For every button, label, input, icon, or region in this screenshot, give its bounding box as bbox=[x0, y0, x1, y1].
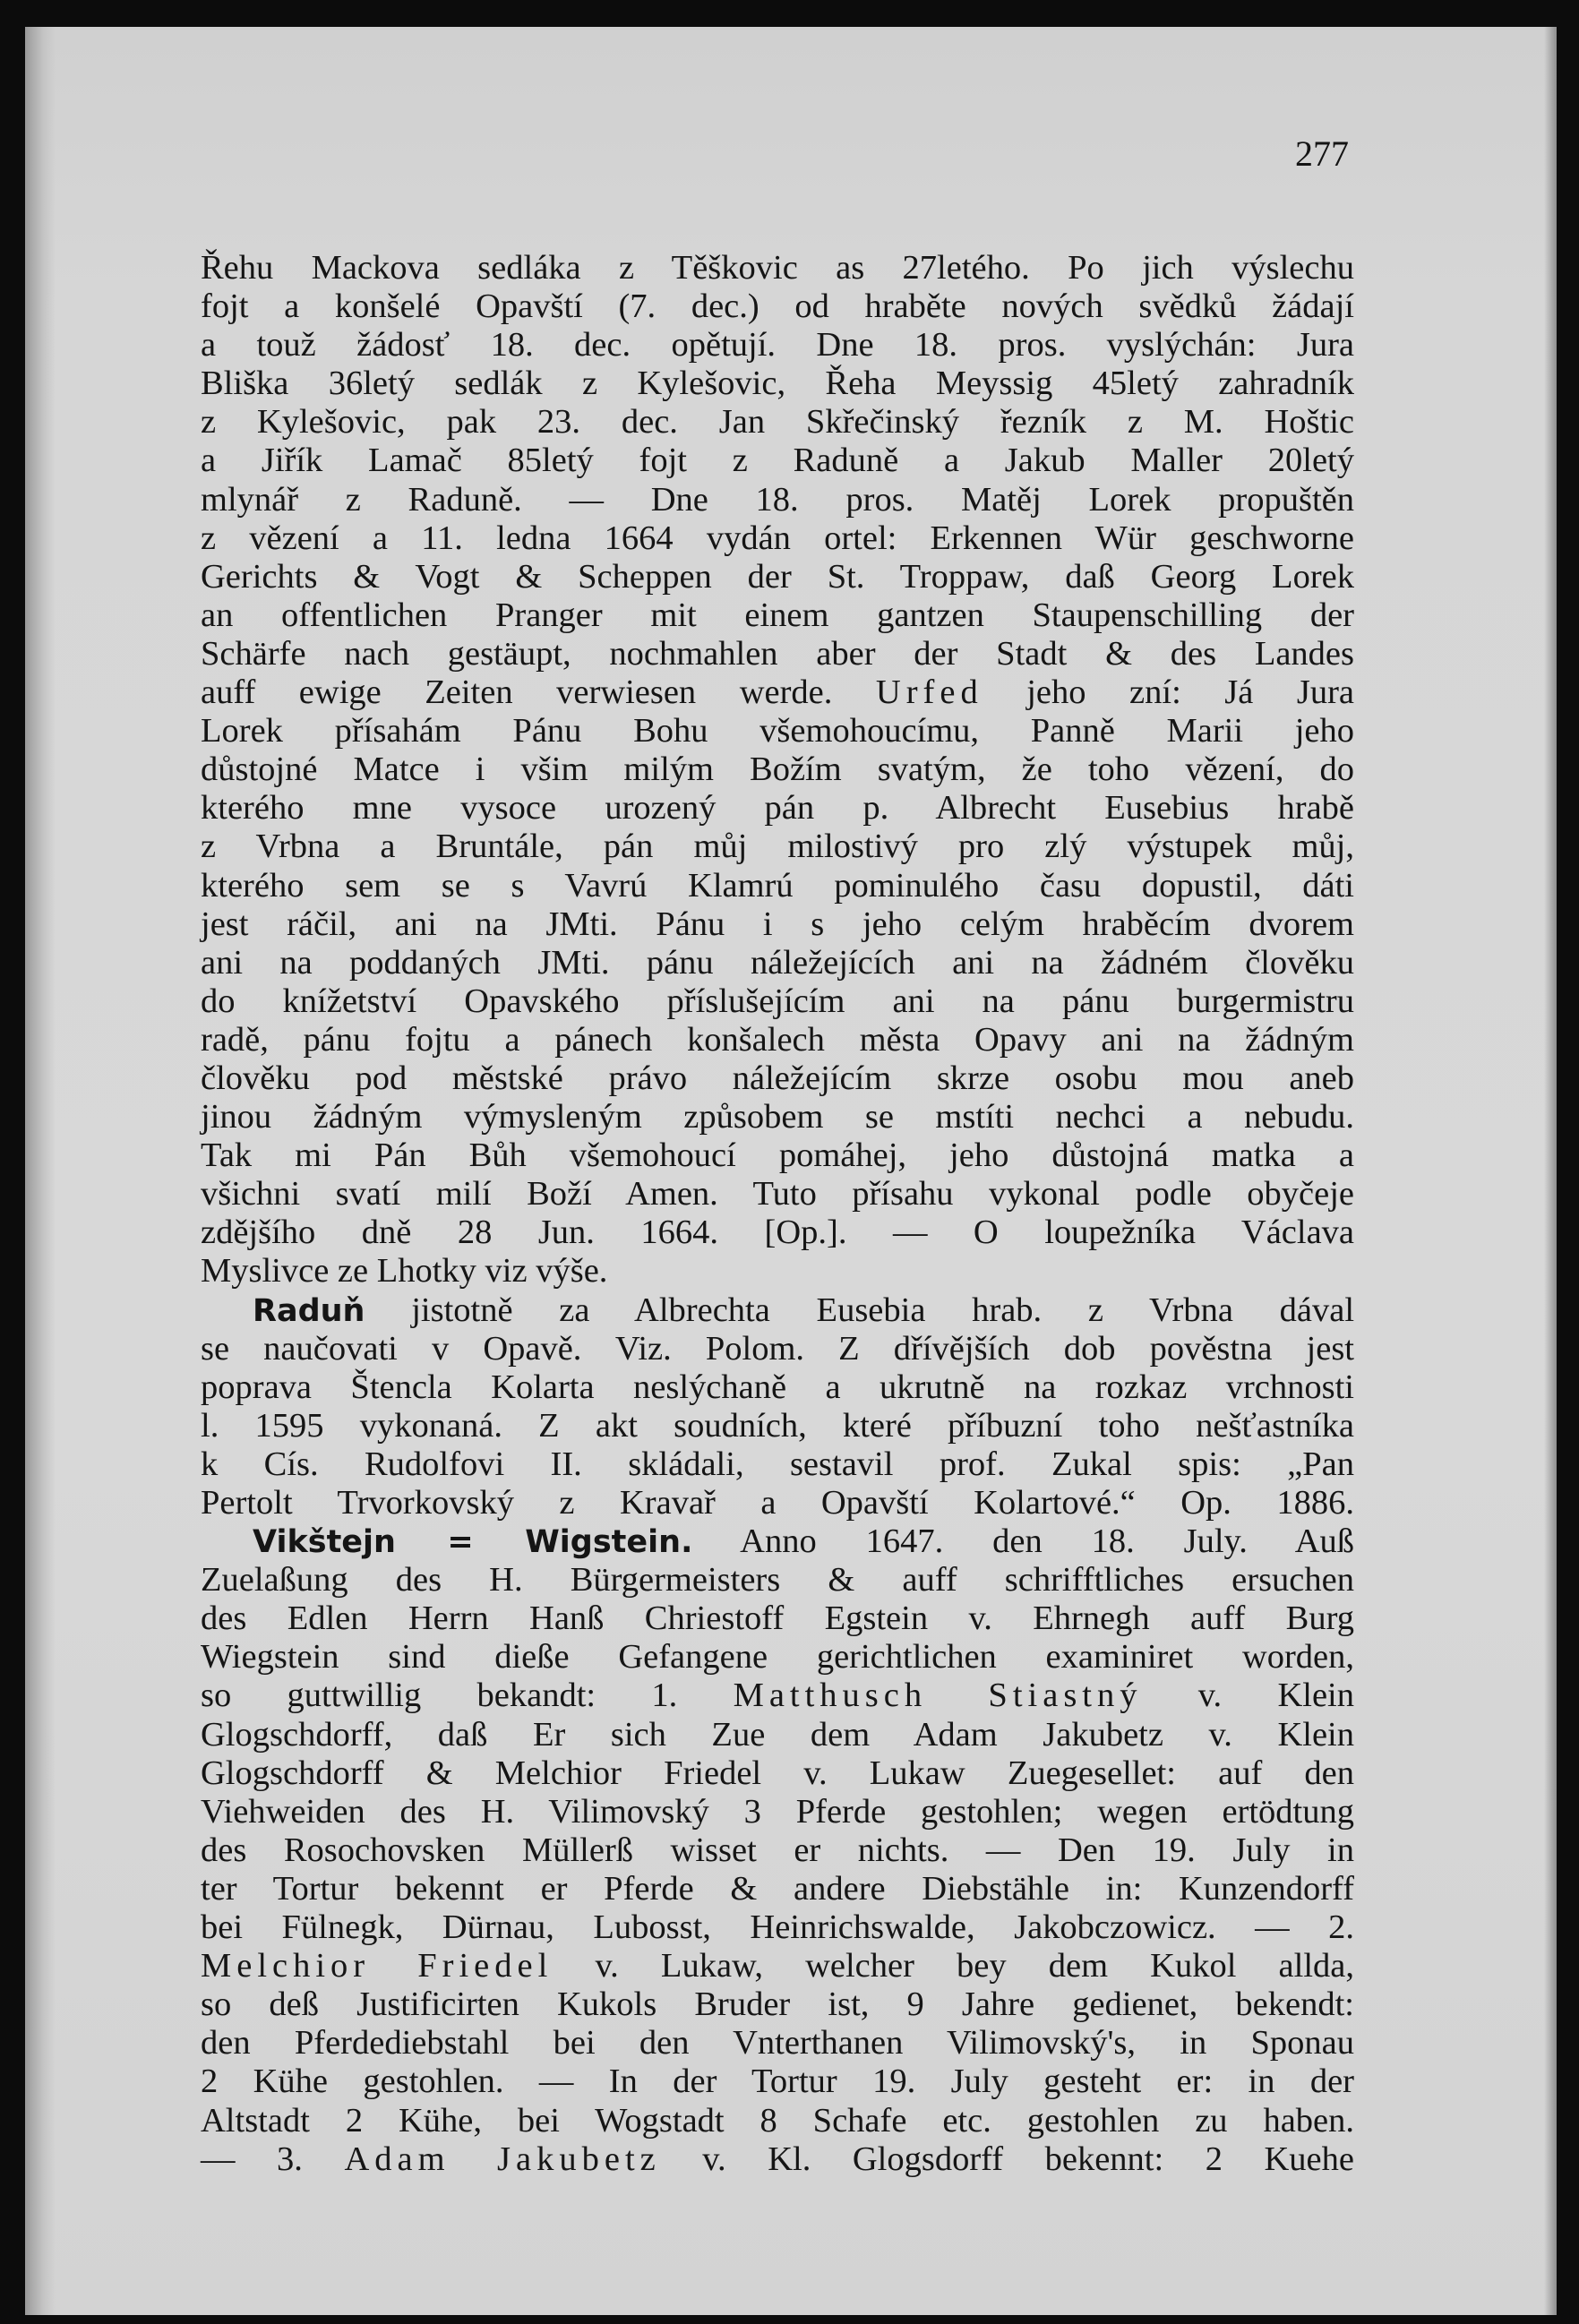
text-line: an offentlichen Pranger mit einem gantzen Staupenschilling der bbox=[201, 596, 1354, 634]
text-line: člověku pod městské právo náležejícím skrze osobu mou aneb bbox=[201, 1059, 1354, 1097]
text-line: zdějšího dně 28 Jun. 1664. [Op.]. — O loupežníka Václava bbox=[201, 1213, 1354, 1252]
text-line: Schärfe nach gestäupt, nochmahlen aber der Stadt & des Landes bbox=[201, 634, 1354, 673]
text-line: den Pferdediebstahl bei den Vnterthanen Vilimovský's, in Sponau bbox=[201, 2024, 1354, 2062]
page-number: 277 bbox=[1295, 133, 1349, 174]
text-line: všichni svatí milí Boží Amen. Tuto přísahu vykonal podle obyčeje bbox=[201, 1175, 1354, 1213]
text-line: ter Tortur bekennt er Pferde & andere Diebstähle in: Kunzendorff bbox=[201, 1869, 1354, 1908]
text-line: l. 1595 vykonaná. Z akt soudních, které příbuzní toho nešťastníka bbox=[201, 1406, 1354, 1445]
text-line: Zuelaßung des H. Bürgermeisters & auff schrifftliches ersuchen bbox=[201, 1561, 1354, 1599]
text-segment: v. Lukaw, welcher bey dem Kukol allda, bbox=[595, 1947, 1354, 1985]
text-line: jest ráčil, ani na JMti. Pánu i s jeho celým hraběcím dvorem bbox=[201, 905, 1354, 943]
text-line-urfed bbox=[201, 673, 1354, 712]
text-line: z Vrbna a Bruntále, pán můj milostivý pro zlý výstupek můj, bbox=[201, 828, 1354, 866]
urfed-term: Urfed bbox=[875, 673, 983, 712]
text-line-radun bbox=[201, 1291, 1354, 1330]
text-line: Řehu Mackova sedláka z Těškovic as 27letého. Po jich výslechu bbox=[201, 249, 1354, 287]
text-segment: v. bbox=[702, 2140, 726, 2178]
text-line: k Cís. Rudolfovi II. skládali, sestavil prof. Zukal spis: „Pan bbox=[201, 1445, 1354, 1483]
page-edge-shadow bbox=[1544, 27, 1557, 2315]
text-line: des Rosochovsken Müllerß wisset er nichts. — Den 19. July in bbox=[201, 1831, 1354, 1869]
text-line: radě, pánu fojtu a pánech konšalech města Opavy ani na žádným bbox=[201, 1020, 1354, 1059]
body-text bbox=[201, 249, 1354, 2179]
text-segment: jistotně za Albrechta Eusebia hrab. z Vrbna dával bbox=[411, 1291, 1355, 1329]
text-line: jinou žádným výmysleným způsobem se mstíti nechci a nebudu. bbox=[201, 1098, 1354, 1136]
text-line: Altstadt 2 Kühe, bei Wogstadt 8 Schafe etc. gestohlen zu haben. bbox=[201, 2101, 1354, 2140]
text-line: a touž žádosť 18. dec. opětují. Dne 18. pros. vyslýchán: Jura bbox=[201, 326, 1354, 364]
text-line: Glogschdorff, daß Er sich Zue dem Adam Jakubetz v. Klein bbox=[201, 1715, 1354, 1754]
text-line: se naučovati v Opavě. Viz. Polom. Z dřívějších dob pověstna jest bbox=[201, 1329, 1354, 1368]
text-line-jakubetz bbox=[201, 2140, 1354, 2179]
text-line: Gerichts & Vogt & Scheppen der St. Troppaw, daß Georg Lorek bbox=[201, 557, 1354, 596]
text-line: do knížetství Opavského příslušejícím ani na pánu burgermistru bbox=[201, 982, 1354, 1020]
text-line: Glogschdorff & Melchior Friedel v. Lukaw Zuegesellet: auf den bbox=[201, 1754, 1354, 1792]
text-line: Myslivce ze Lhotky viz výše. bbox=[201, 1252, 608, 1291]
page-gutter-shadow bbox=[25, 27, 56, 2315]
text-line: Lorek přísahám Pánu Bohu všemohoucímu, Panně Marii jeho bbox=[201, 712, 1354, 750]
friedel-name: Melchior Friedel bbox=[201, 1947, 554, 1985]
text-line: důstojné Matce i všim milým Božím svatým, že toho vězení, do bbox=[201, 750, 1354, 789]
text-segment: jeho zní: Já Jura bbox=[1026, 673, 1355, 712]
text-line: ani na poddaných JMti. pánu náležejících ani na žádném člověku bbox=[201, 943, 1354, 982]
vikstejn-heading: Vikštejn = Wigstein. bbox=[253, 1524, 693, 1561]
text-line: kterého mne vysoce urozený pán p. Albrecht Eusebius hrabě bbox=[201, 789, 1354, 828]
text-line: z Kylešovic, pak 23. dec. Jan Skřečinský řezník z M. Hoštic bbox=[201, 403, 1354, 442]
text-line-vikstejn bbox=[201, 1522, 1354, 1561]
stiastny-name: Matthusch Stiastný bbox=[733, 1677, 1143, 1715]
text-line: bei Fülnegk, Dürnau, Lubosst, Heinrichswalde, Jakobczowicz. — 2. bbox=[201, 1908, 1354, 1947]
radun-heading: Raduň bbox=[253, 1292, 365, 1329]
text-line: fojt a konšelé Opavští (7. dec.) od hraběte nových svědků žádají bbox=[201, 287, 1354, 326]
text-segment: Kl. Glogsdorff bekennt: 2 Kuehe bbox=[768, 2140, 1354, 2178]
text-line-stiastny bbox=[201, 1677, 1354, 1715]
text-line: 2 Kühe gestohlen. — In der Tortur 19. July gesteht er: in der bbox=[201, 2062, 1354, 2101]
text-line: poprava Štencla Kolarta neslýchaně a ukrutně na rozkaz vrchnosti bbox=[201, 1368, 1354, 1406]
text-segment: — 3. bbox=[201, 2140, 303, 2178]
text-line-friedel bbox=[201, 1947, 1354, 1985]
text-line: Wiegstein sind dieße Gefangene gerichtlichen examiniret worden, bbox=[201, 1638, 1354, 1677]
text-line: Bliška 36letý sedlák z Kylešovic, Řeha Meyssig 45letý zahradník bbox=[201, 364, 1354, 403]
text-line: z vězení a 11. ledna 1664 vydán ortel: Erkennen Wür geschworne bbox=[201, 519, 1354, 557]
text-line: kterého sem se s Vavrú Klamrú pominulého času dopustil, dáti bbox=[201, 866, 1354, 905]
text-line: Tak mi Pán Bůh všemohoucí pomáhej, jeho důstojná matka a bbox=[201, 1136, 1354, 1175]
text-line: Pertolt Trvorkovský z Kravař a Opavští Kolartové.“ Op. 1886. bbox=[201, 1484, 1354, 1522]
text-segment: auff ewige Zeiten verwiesen werde. bbox=[201, 673, 833, 712]
text-segment: v. Klein bbox=[1197, 1677, 1354, 1715]
book-page bbox=[25, 27, 1557, 2315]
jakubetz-name: Adam Jakubetz bbox=[344, 2140, 661, 2178]
text-line: a Jiřík Lamač 85letý fojt z Raduně a Jakub Maller 20letý bbox=[201, 442, 1354, 480]
text-line: des Edlen Herrn Hanß Chriestoff Egstein v. Ehrnegh auff Burg bbox=[201, 1599, 1354, 1638]
text-segment: Anno 1647. den 18. July. Auß bbox=[740, 1522, 1355, 1561]
text-line: so deß Justificirten Kukols Bruder ist, 9 Jahre gedienet, bekendt: bbox=[201, 1985, 1354, 2024]
text-line: Viehweiden des H. Vilimovský 3 Pferde gestohlen; wegen ertödtung bbox=[201, 1792, 1354, 1831]
text-line: mlynář z Raduně. — Dne 18. pros. Matěj Lorek propuštěn bbox=[201, 480, 1354, 519]
text-segment: so guttwillig bekandt: 1. bbox=[201, 1677, 678, 1715]
